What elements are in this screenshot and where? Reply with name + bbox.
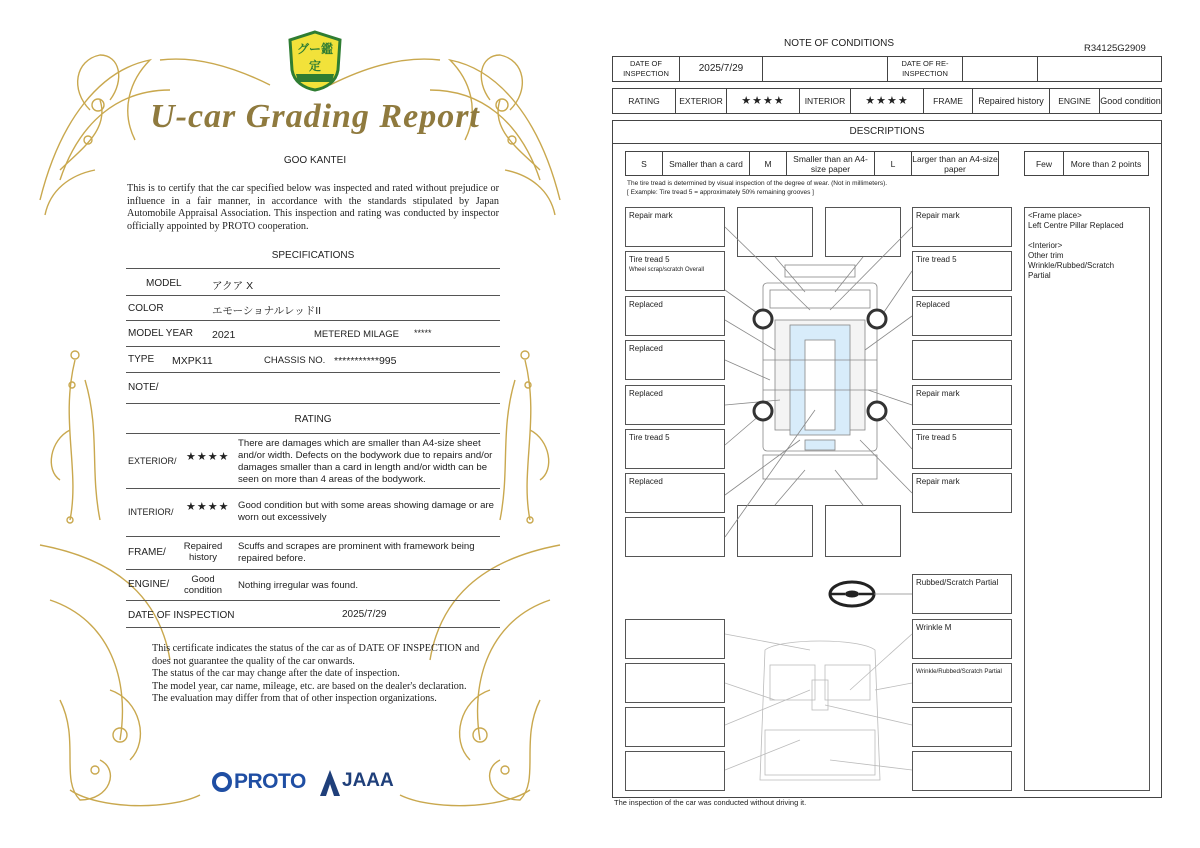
side-note-line: Partial (1028, 271, 1051, 280)
note-label: NOTE/ (128, 382, 159, 393)
sheet-frame-value: Repaired history (972, 88, 1050, 114)
left-box-2-label: Tire tread 5 (629, 255, 670, 264)
left-box-2-sub: Wheel scrap/scratch Overall (629, 267, 705, 273)
proto-logo-icon (212, 772, 232, 794)
note-of-conditions-sheet (600, 0, 1200, 848)
color-value: エモーショナルレッドII (212, 305, 322, 317)
certificate-title: U-car Grading Report (150, 98, 480, 135)
side-note-line: Left Centre Pillar Replaced (1028, 221, 1124, 230)
sheet-engine-value: Good condition (1099, 88, 1162, 114)
sheet-interior-stars: ★★★★ (850, 88, 924, 114)
metered-value: ***** (414, 328, 432, 338)
date-value: 2025/7/29 (342, 609, 387, 620)
date-label: DATE OF INSPECTION (128, 610, 235, 621)
chassis-value: ***********995 (334, 355, 397, 367)
sheet-interior-label: INTERIOR (799, 88, 851, 114)
jaaa-logo: JAAA (342, 770, 394, 791)
sheet-engine-label: ENGINE (1049, 88, 1100, 114)
legend-m: M (749, 151, 787, 176)
sheet-footer: The inspection of the car was conducted without driving it. (614, 798, 807, 807)
model-label: MODEL (146, 278, 182, 289)
model-value: アクア X (212, 280, 254, 292)
sheet-rating-label: RATING (612, 88, 676, 114)
proto-logo: PROTO (234, 770, 306, 793)
disclaimer-line: This certificate indicates the status of the car as of DATE OF INSPECTION and does not guarantee the quality of the car onwards. (152, 643, 480, 667)
side-note-line: Wrinkle/Rubbed/Scratch (1028, 261, 1115, 270)
car-body-diagram (600, 0, 1200, 848)
sheet-date-label: DATE OF INSPECTION (612, 56, 680, 82)
model-year-label: MODEL YEAR (128, 328, 194, 339)
legend-s: S (625, 151, 663, 176)
interior-desc: Good condition but with some areas showing damage or are worn out excessively (238, 500, 494, 523)
left-box-7: Replaced (625, 473, 725, 513)
sheet-exterior-stars: ★★★★ (726, 88, 800, 114)
specifications-heading: SPECIFICATIONS (271, 250, 355, 261)
legend-m-text: Smaller than an A4-size paper (786, 151, 875, 176)
interior-label: INTERIOR/ (128, 507, 174, 517)
left-box-1: Repair mark (625, 207, 725, 247)
chassis-label: CHASSIS NO. (264, 355, 326, 366)
sheet-date-value: 2025/7/29 (679, 56, 763, 82)
certificate-subtitle: GOO KANTEI (283, 155, 347, 166)
metered-label: METERED MILAGE (314, 329, 399, 340)
interior-stars: ★★★★ (186, 501, 230, 513)
right-box-6: Tire tread 5 (912, 429, 1012, 469)
right-box-5: Repair mark (912, 385, 1012, 425)
left-box-5: Replaced (625, 385, 725, 425)
engine-value: Good condition (183, 574, 223, 596)
jaaa-logo-icon (320, 770, 340, 796)
frame-desc: Scuffs and scrapes are prominent with framework being repaired before. (238, 541, 475, 564)
frame-label: FRAME/ (128, 547, 166, 558)
right-box-1: Repair mark (912, 207, 1012, 247)
type-label: TYPE (128, 354, 155, 365)
side-note-line: <Interior> (1028, 241, 1063, 250)
legend-s-text: Smaller than a card (662, 151, 750, 176)
engine-label: ENGINE/ (128, 579, 170, 590)
rating-row-interior (126, 488, 500, 537)
legend-l-text: Larger than an A4-size paper (911, 151, 999, 176)
exterior-label: EXTERIOR/ (128, 456, 177, 466)
spec-row-note (126, 373, 500, 404)
rating-row-exterior (126, 433, 500, 489)
sheet-exterior-label: EXTERIOR (675, 88, 727, 114)
sheet-frame-label: FRAME (923, 88, 973, 114)
certificate-intro: This is to certify that the car specified below was inspected and rated without prejudice or influence in a fair manner, in accordance with the standards stipulated by Japan Automobile Appraisal Association. This inspection and rating was conducted by inspector officially appointed by PROTO cooperation. (127, 183, 499, 232)
left-box-4: Replaced (625, 340, 725, 380)
right-box-3: Replaced (912, 296, 1012, 336)
sheet-title: NOTE OF CONDITIONS (784, 38, 894, 49)
tread-example: [ Example: Tire tread 5 = approximately 50% remaining grooves ] (627, 189, 814, 196)
interior-right-box-1: Rubbed/Scratch Partial (912, 574, 1012, 614)
rating-heading: RATING (294, 414, 332, 425)
color-label: COLOR (128, 303, 164, 314)
disclaimer-line: The status of the car may change after the date of inspection. (152, 668, 400, 679)
left-box-3: Replaced (625, 296, 725, 336)
side-note-line: <Frame place> (1028, 211, 1082, 220)
sheet-ref: R34125G2909 (1084, 43, 1146, 54)
frame-value: Repaired history (183, 541, 223, 563)
spec-row-color (126, 295, 500, 321)
certificate-disclaimer (152, 643, 482, 706)
interior-right-box-2: Wrinkle M (912, 619, 1012, 659)
rating-row-engine (126, 570, 500, 601)
spec-row-type (126, 347, 500, 373)
badge-text: グー鑑定 (296, 42, 333, 73)
interior-right-box-3: Wrinkle/Rubbed/Scratch Partial (912, 663, 1012, 703)
model-year-value: 2021 (212, 329, 236, 341)
right-box-7: Repair mark (912, 473, 1012, 513)
legend-few: Few (1024, 151, 1064, 176)
legend-more: More than 2 points (1063, 151, 1149, 176)
disclaimer-line: The model year, car name, mileage, etc. are based on the dealer's declaration. (152, 680, 467, 692)
exterior-desc: There are damages which are smaller than A4-size sheet and/or width. Defects on the bodywork due to repairs and/or damages smaller than a card in length and/or width can be seen on more than 4 areas of the bodywork. (238, 438, 493, 485)
exterior-stars: ★★★★ (186, 451, 230, 463)
sheet-reinspection-label: DATE OF RE-INSPECTION (887, 56, 963, 82)
steering-wheel-icon (830, 582, 912, 606)
right-box-2: Tire tread 5 (912, 251, 1012, 291)
tread-note: The tire tread is determined by visual inspection of the degree of wear. (Not in millimeters). (627, 180, 888, 187)
type-value: MXPK11 (172, 355, 213, 367)
descriptions-heading: DESCRIPTIONS (612, 120, 1162, 144)
legend-l: L (874, 151, 912, 176)
rating-row-frame (126, 537, 500, 570)
spec-row-model (126, 268, 500, 296)
date-row (126, 601, 500, 628)
side-note-line: Other trim (1028, 251, 1064, 260)
engine-desc: Nothing irregular was found. (238, 580, 358, 591)
left-box-6: Tire tread 5 (625, 429, 725, 469)
spec-row-year (126, 321, 500, 347)
disclaimer-line: The evaluation may differ from that of other inspection organizations. (152, 693, 437, 704)
